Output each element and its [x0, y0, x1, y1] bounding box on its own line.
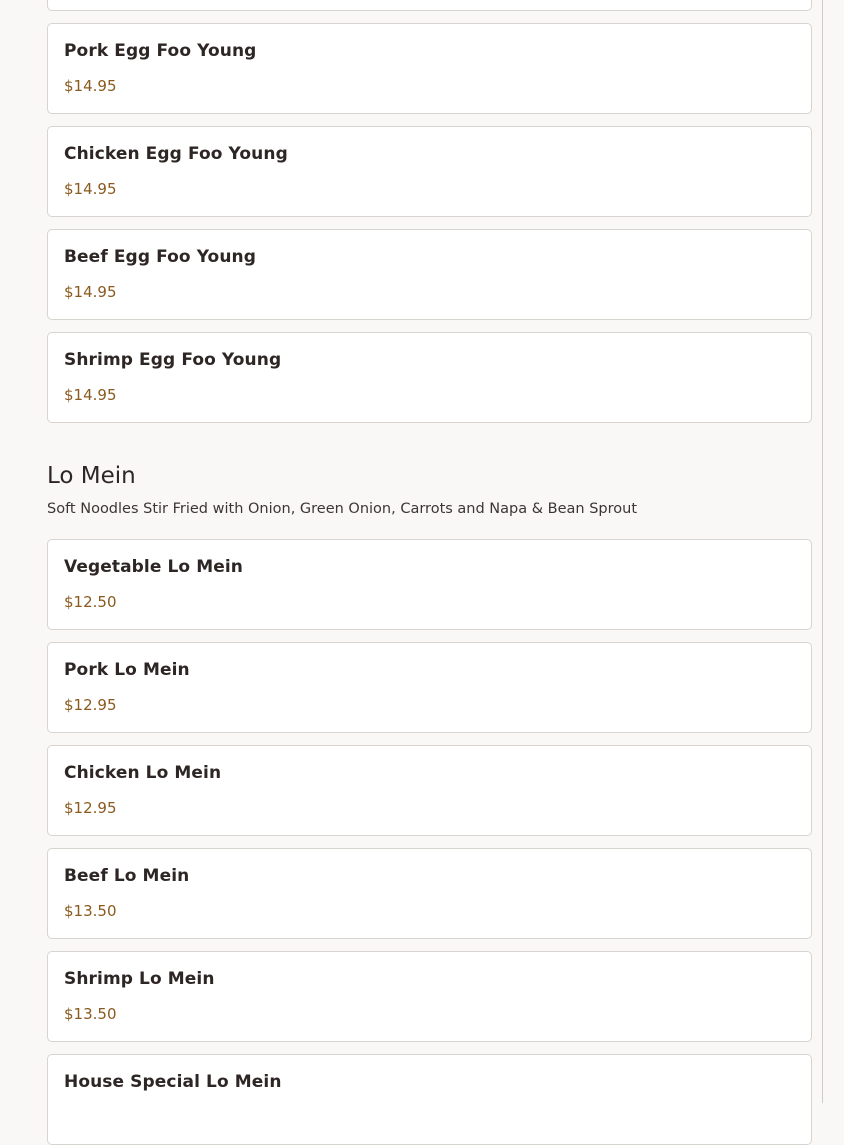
- menu-item-card[interactable]: [47, 229, 812, 320]
- menu-item-price: $12.95: [64, 696, 117, 714]
- menu-item-card[interactable]: [47, 1054, 812, 1145]
- section-description: Soft Noodles Stir Fried with Onion, Green Onion, Carrots and Napa & Bean Sprout: [47, 501, 638, 517]
- menu-item-price: $14.95: [64, 386, 117, 404]
- menu-item-card[interactable]: [47, 539, 812, 630]
- menu-item-name: House Special Lo Mein: [64, 1072, 282, 1092]
- menu-item-price: $12.50: [64, 593, 117, 611]
- menu-item-name: Shrimp Egg Foo Young: [64, 350, 282, 370]
- menu-item-card[interactable]: [47, 0, 812, 11]
- menu-item-card[interactable]: [47, 126, 812, 217]
- menu-item-name: Shrimp Lo Mein: [64, 969, 215, 989]
- menu-item-card[interactable]: [47, 745, 812, 836]
- menu-item-price: $14.95: [64, 77, 117, 95]
- menu-item-name: Chicken Lo Mein: [64, 763, 222, 783]
- menu-item-name: Pork Lo Mein: [64, 660, 190, 680]
- menu-item-card[interactable]: [47, 642, 812, 733]
- menu-item-card[interactable]: [47, 332, 812, 423]
- menu-item-card[interactable]: [47, 951, 812, 1042]
- menu-item-name: Beef Lo Mein: [64, 866, 190, 886]
- menu-item-name: Beef Egg Foo Young: [64, 247, 257, 267]
- menu-item-card[interactable]: [47, 848, 812, 939]
- menu-item-price: $12.95: [64, 799, 117, 817]
- menu-item-price: $13.50: [64, 902, 117, 920]
- section-title: Lo Mein: [47, 463, 136, 489]
- menu-item-name: Chicken Egg Foo Young: [64, 144, 288, 164]
- menu-item-price: $13.50: [64, 1005, 117, 1023]
- menu-item-name: Pork Egg Foo Young: [64, 41, 257, 61]
- menu-item-price: $14.95: [64, 180, 117, 198]
- menu-item-card[interactable]: [47, 23, 812, 114]
- page-edge-divider: [822, 0, 823, 1103]
- menu-item-name: Vegetable Lo Mein: [64, 557, 244, 577]
- menu-item-price: $14.95: [64, 283, 117, 301]
